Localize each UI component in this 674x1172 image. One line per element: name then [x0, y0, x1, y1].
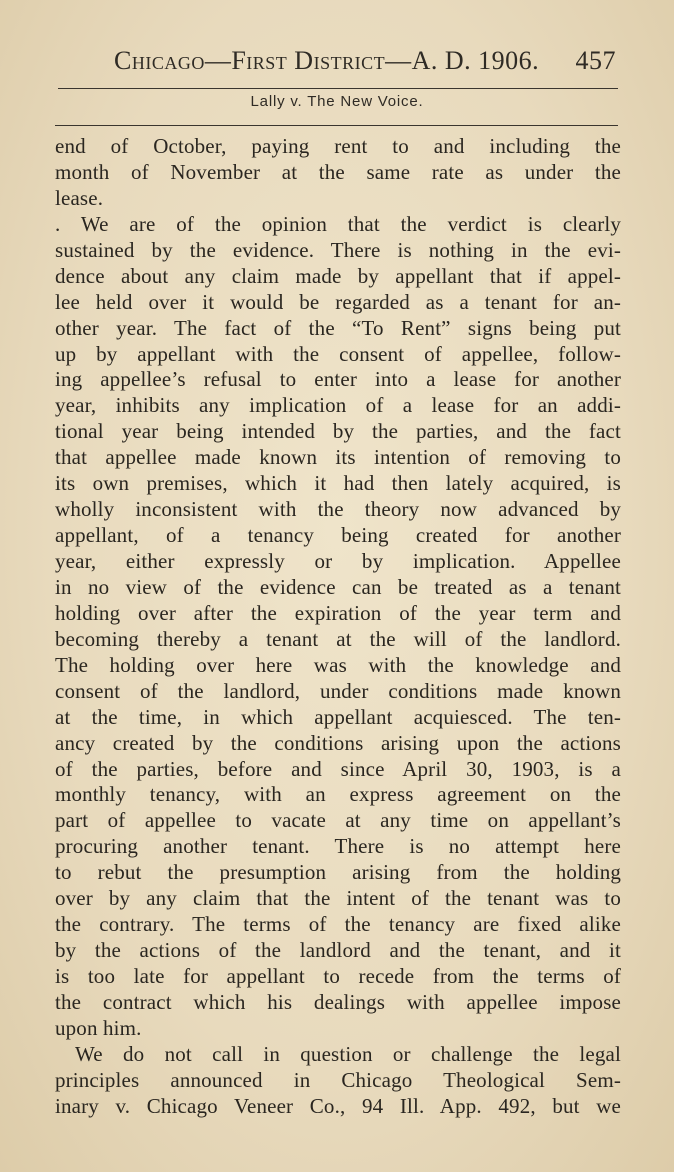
text-line: over by any claim that the intent of the tenant was to — [55, 886, 621, 911]
text-line: upon him. — [55, 1015, 142, 1040]
text-line: month of November at the same rate as under the — [55, 159, 621, 184]
text-line: the contract which his dealings with appellee impose — [55, 989, 621, 1014]
text-line: holding over after the expiration of the year term and — [55, 600, 621, 625]
text-line: at the time, in which appellant acquiesced. The ten- — [55, 704, 621, 729]
running-title: Chicago—First District—A. D. 1906. — [114, 46, 540, 75]
text-line: year, inhibits any implication of a lease for an addi- — [55, 393, 621, 418]
text-line: ancy created by the conditions arising upon the actions — [55, 730, 621, 755]
text-line: wholly inconsistent with the theory now advanced by — [55, 497, 621, 522]
text-line: part of appellee to vacate at any time on appellant’s — [55, 808, 621, 833]
text-line: in no view of the evidence can be treated as a tenant — [55, 574, 621, 599]
text-line: lee held over it would be regarded as a tenant for an- — [55, 289, 621, 314]
text-line: tional year being intended by the parties, and the fact — [55, 419, 621, 444]
text-line: The holding over here was with the knowledge and — [55, 652, 621, 677]
page-number: 457 — [575, 46, 616, 75]
header-rule-top — [58, 88, 618, 89]
text-line: procuring another tenant. There is no attempt here — [55, 834, 621, 859]
text-line: by the actions of the landlord and the tenant, and it — [55, 938, 621, 963]
case-name: Lally v. The New Voice. — [250, 93, 424, 110]
running-header — [114, 46, 616, 80]
text-line: ing appellee’s refusal to enter into a lease for another — [55, 367, 621, 392]
text-line: becoming thereby a tenant at the will of the landlord. — [55, 626, 621, 651]
text-line: is too late for appellant to recede from the terms of — [55, 964, 621, 988]
text-line: its own premises, which it had then lately acquired, is — [55, 471, 621, 496]
text-line: dence about any claim made by appellant that if appel- — [55, 263, 621, 288]
text-line: the contrary. The terms of the tenancy are fixed alike — [55, 912, 621, 937]
text-line: that appellee made known its intention of removing to — [55, 445, 621, 470]
text-line: monthly tenancy, with an express agreement on the — [55, 782, 621, 807]
text-line: principles announced in Chicago Theological Sem- — [55, 1067, 621, 1092]
text-line: end of October, paying rent to and including the — [55, 134, 621, 158]
text-line: appellant, of a tenancy being created for another — [55, 523, 621, 548]
text-line: inary v. Chicago Veneer Co., 94 Ill. App. 492, but we — [55, 1093, 621, 1118]
text-line: to rebut the presumption arising from the holding — [55, 860, 621, 885]
text-line: year, either expressly or by implication. Appellee — [55, 549, 621, 573]
text-line: other year. The fact of the “To Rent” signs being put — [55, 315, 621, 340]
text-line: sustained by the evidence. There is nothing in the evi- — [55, 237, 621, 262]
body-text — [55, 134, 621, 1120]
text-line: up by appellant with the consent of appellee, follow- — [55, 341, 621, 366]
text-line: of the parties, before and since April 30, 1903, is a — [55, 756, 621, 781]
text-line: We do not call in question or challenge the legal — [75, 1041, 621, 1066]
header-rule-bottom — [55, 125, 618, 126]
text-line: lease. — [55, 185, 104, 210]
text-line: . We are of the opinion that the verdict is clearly — [55, 211, 621, 236]
text-line: consent of the landlord, under conditions made known — [55, 678, 621, 703]
